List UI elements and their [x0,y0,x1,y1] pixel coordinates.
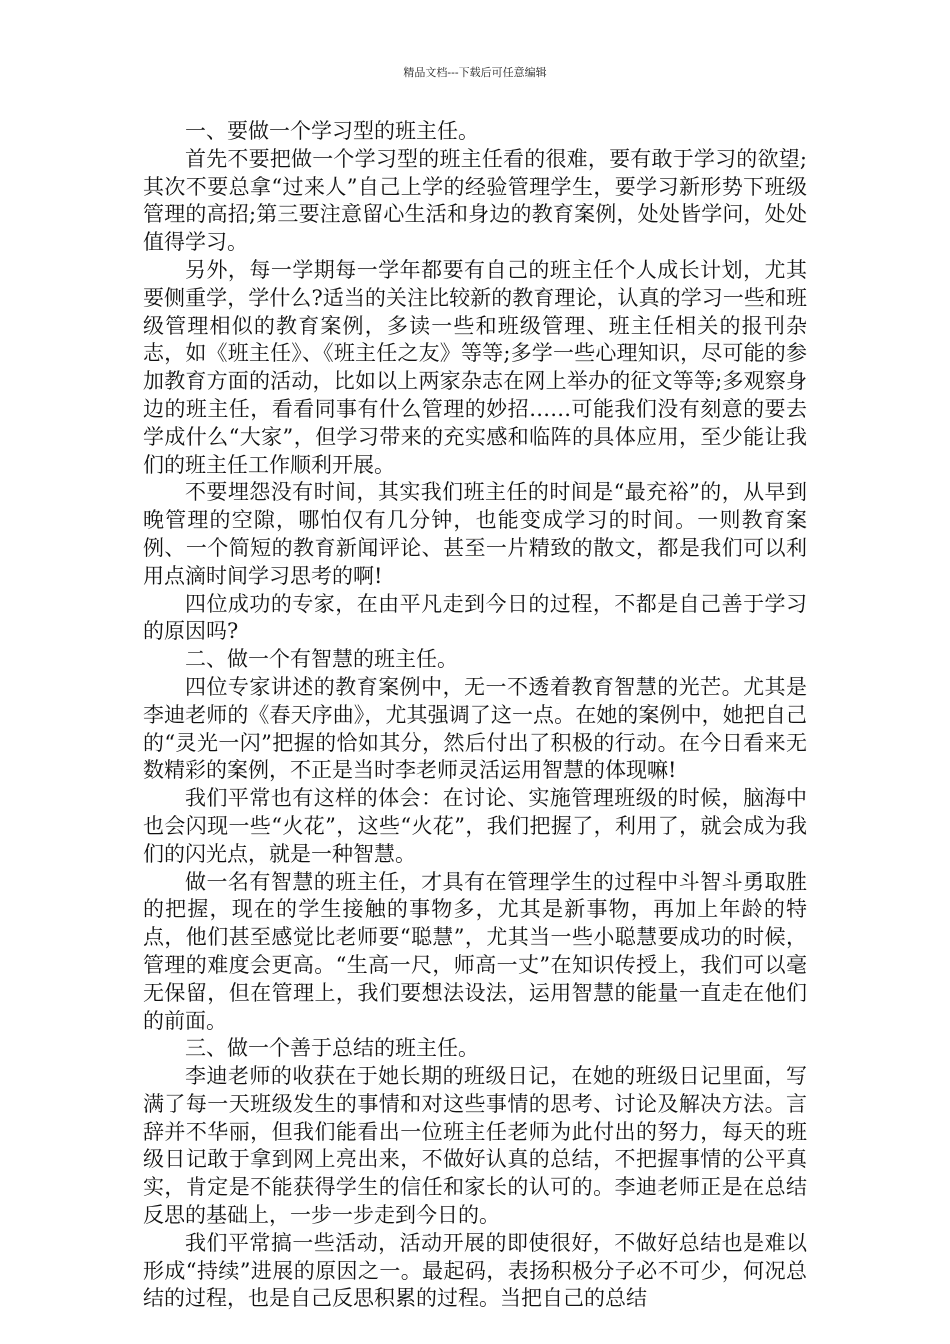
section-heading-3: 三、做一个善于总结的班主任。 [185,1036,479,1061]
paragraph: 李迪老师的收获在于她长期的班级日记，在她的班级日记里面，写满了每一天班级发生的事情和对这些事情的思考、讨论及解决方法。言辞并不华丽，但我们能看出一位班主任老师为此付出的努力，每天的班级日记敢于拿到网上亮出来，不做好认真的总结，不把握事情的公平真实，肯定是不能获得学生的信任和家长的认可的。李迪老师正是在总结反思的基础上，一步一步走到今日的。 [143,1064,807,1228]
paragraph: 四位成功的专家，在由平凡走到今日的过程，不都是自己善于学习的原因吗? [143,591,807,644]
paragraph: 做一名有智慧的班主任，才具有在管理学生的过程中斗智斗勇取胜的把握，现在的学生接触的事物多，尤其是新事物，再加上年龄的特点，他们甚至感觉比老师要“聪慧”，尤其当一些小聪慧要成功的时候，管理的难度会更高。“生高一尺，师高一丈”在知识传授上，我们可以毫无保留，但在管理上，我们要想法设法，运用智慧的能量一直走在他们的前面。 [143,869,807,1033]
paragraph: 首先不要把做一个学习型的班主任看的很难，要有敢于学习的欲望;其次不要总拿“过来人”自己上学的经验管理学生，要学习新形势下班级管理的高招;第三要注意留心生活和身边的教育案例，处处皆学问，处处值得学习。 [143,146,807,255]
paragraph: 另外，每一学期每一学年都要有自己的班主任个人成长计划，尤其要侧重学，学什么?适当的关注比较新的教育理论，认真的学习一些和班级管理相似的教育案例，多读一些和班级管理、班主任相关的报刊杂志，如《班主任》、《班主任之友》等等;多学一些心理知识，尽可能的参加教育方面的活动，比如以上两家杂志在网上举办的征文等等;多观察身边的班主任，看看同事有什么管理的妙招……可能我们没有刻意的要去学成什么“大家”，但学习带来的充实感和临阵的具体应用，至少能让我们的班主任工作顺利开展。 [143,257,807,477]
document-body [143,118,807,1313]
section-heading-2: 二、做一个有智慧的班主任。 [185,647,458,672]
paragraph: 我们平常搞一些活动，活动开展的即使很好，不做好总结也是难以形成“持续”进展的原因之一。最起码，表扬积极分子必不可少，何况总结的过程，也是自己反思积累的过程。当把自己的总结 [143,1230,807,1311]
paragraph: 不要埋怨没有时间，其实我们班主任的时间是“最充裕”的，从早到晚管理的空隙，哪怕仅有几分钟，也能变成学习的时间。一则教育案例、一个简短的教育新闻评论、甚至一片精致的散文，都是我们可以利用点滴时间学习思考的啊! [143,480,807,588]
paragraph: 我们平常也有这样的体会：在讨论、实施管理班级的时候，脑海中也会闪现一些“火花”，这些“火花”，我们把握了，利用了，就会成为我们的闪光点，就是一种智慧。 [143,786,807,866]
page-header: 精品文档---下载后可任意编辑 [403,66,547,79]
section-heading-1: 一、要做一个学习型的班主任。 [185,119,479,143]
paragraph: 四位专家讲述的教育案例中，无一不透着教育智慧的光芒。尤其是李迪老师的《春天序曲》，尤其强调了这一点。在她的案例中，她把自己的“灵光一闪”把握的恰如其分，然后付出了积极的行动。在今日看来无数精彩的案例，不正是当时李老师灵活运用智慧的体现嘛! [143,674,807,783]
